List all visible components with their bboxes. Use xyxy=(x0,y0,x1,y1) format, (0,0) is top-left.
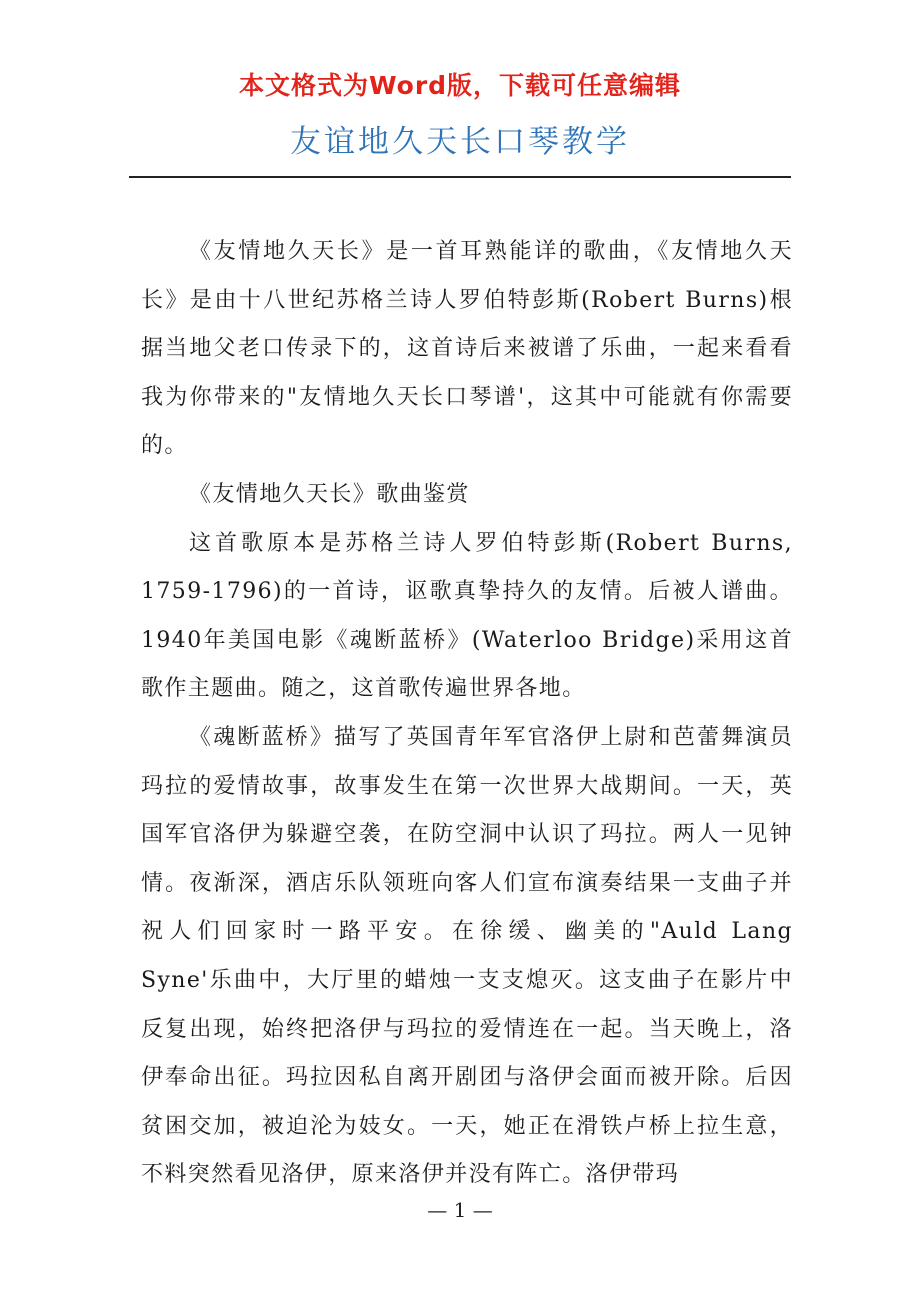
paragraph-film-story: 《魂断蓝桥》描写了英国青年军官洛伊上尉和芭蕾舞演员玛拉的爱情故事，故事发生在第一次世界大战期间。一天，英国军官洛伊为躲避空袭，在防空洞中认识了玛拉。两人一见钟情。夜渐深，酒店乐队领班向客人们宣布演奏结果一支曲子并祝人们回家时一路平安。在徐缓、幽美的"Auld Lang Syne'乐曲中，大厅里的蜡烛一支支熄灭。这支曲子在影片中反复出现，始终把洛伊与玛拉的爱情连在一起。当天晚上，洛伊奉命出征。玛拉因私自离开剧团与洛伊会面而被开除。后因贫困交加，被迫沦为妓女。一天，她正在滑铁卢桥上拉生意，不料突然看见洛伊，原来洛伊并没有阵亡。洛伊带玛 xyxy=(141,724,793,1188)
page-number: — 1 — xyxy=(427,1198,493,1222)
paragraph-song-origin: 这首歌原本是苏格兰诗人罗伯特彭斯(Robert Burns, 1759-1796)的一首诗，讴歌真挚持久的友情。后被人谱曲。1940年美国电影《魂断蓝桥》(Waterloo Bridge)采用这首歌作主题曲。随之，这首歌传遍世界各地。 xyxy=(141,530,793,702)
document-body xyxy=(141,228,793,1200)
paragraph-section-heading: 《友情地久天长》歌曲鉴赏 xyxy=(189,481,470,507)
document-title: 友谊地久天长口琴教学 xyxy=(290,124,630,160)
title-divider xyxy=(129,176,791,178)
paragraph-intro: 《友情地久天长》是一首耳熟能详的歌曲，《友情地久天长》是由十八世纪苏格兰诗人罗伯特彭斯(Robert Burns)根据当地父老口传录下的，这首诗后来被谱了乐曲，一起来看看我为你带来的"友情地久天长口琴谱'，这其中可能就有你需要的。 xyxy=(141,239,793,459)
format-notice: 本文格式为Word版，下载可任意编辑 xyxy=(238,71,682,100)
